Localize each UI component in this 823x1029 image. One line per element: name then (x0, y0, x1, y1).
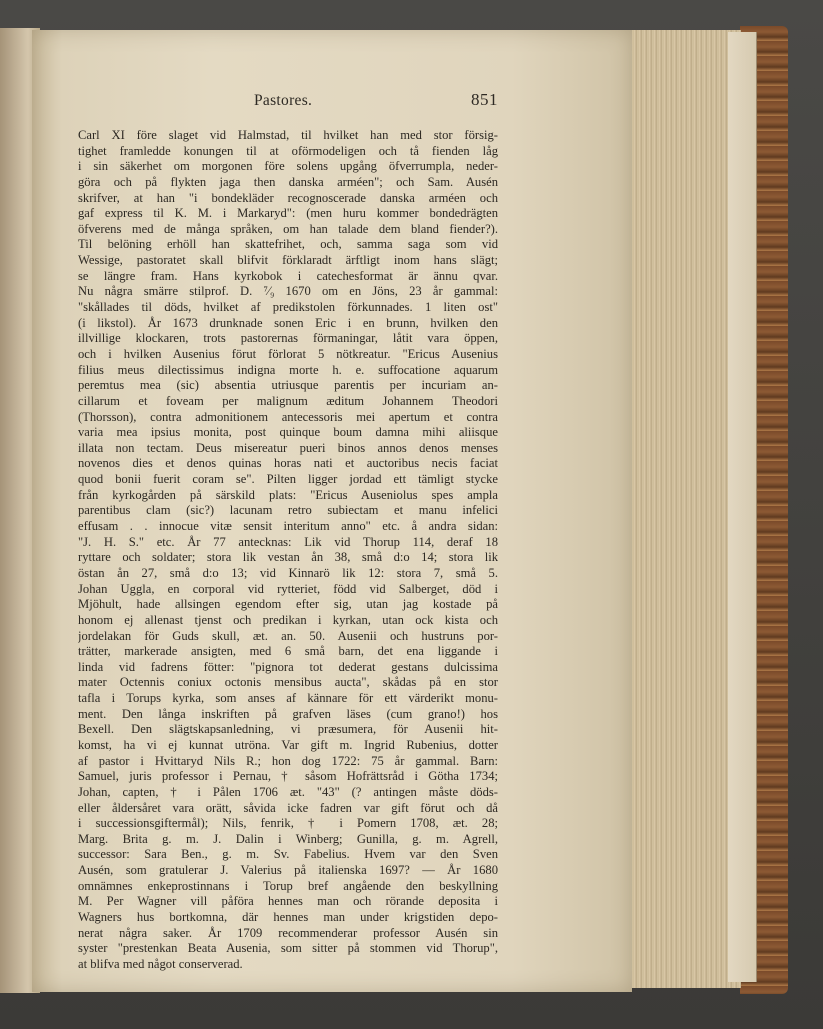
text-line: Ausén, som gratulerar J. Valerius på italienska 1697? — År 1680 (78, 863, 498, 878)
text-line: syster "prestenkan Beata Ausenia, som sitter på stommen vid Thorup", (78, 941, 498, 956)
text-line: successor: Sara Ben., g. m. Sv. Fabelius. Hvem var den Sven (78, 847, 498, 862)
text-line: Wessige, pastoratet skall blifvit förklaradt ärftligt inom hans slägt; (78, 253, 498, 268)
text-line: göra och på flykten jaga then danska arméen"; och Sam. Ausén (78, 174, 498, 189)
text-line: tighet framledde konungen til at oförmodeligen och tå fienden låg (78, 143, 498, 158)
text-line: Johan Uggla, en corporal vid rytteriet, född vid Salberget, död i (78, 581, 498, 596)
text-line: parentibus clam (sic?) lacunam retro subiectam et manu infelici (78, 503, 498, 518)
text-line: filius meus dilectissimus indigna morte h. e. suffocatione aquarum (78, 362, 498, 377)
text-line: Marg. Brita g. m. J. Dalin i Winberg; Gunilla, g. m. Agrell, (78, 831, 498, 846)
page-stack (622, 30, 741, 988)
text-line: at blifva med något conserverad. (78, 956, 243, 971)
text-line: trätter, markerade ansigten, med 6 små barn, det ena liggande i (78, 644, 498, 659)
text-line: öfverens med de många språken, om han talade dem bland fiender?). (78, 221, 498, 236)
text-line: gaf express til K. M. i Markaryd": (men huru kommer bondedrägten (78, 206, 498, 221)
text-line: skrifver, at han "i bondekläder recognoscerade danska arméen och (78, 190, 498, 205)
text-line: östan ån 27, små d:o 13; vid Kinnarö lik 12: stora 7, små 5. (78, 565, 498, 580)
text-line: tafla i Torups kyrka, som anses af kännare för ett värderikt monu- (78, 691, 498, 706)
text-line: illata non tectam. Deus misereatur pueri binos annos denos menses (78, 440, 498, 455)
text-line: varia mea ipsius monita, post quinque boum damna mihi aliisque (78, 425, 498, 440)
page-stack-right (728, 32, 757, 982)
text-line: illvillige klockaren, trots pastorernas förmaningar, låtit vara öppen, (78, 331, 498, 346)
text-line: af pastor i Hvittaryd Nils R.; hon dog 1722: 75 år gammal. Barn: (78, 753, 498, 768)
text-line: Johan, capten, † i Pålen 1706 æt. "43" (? antingen måste döds- (78, 784, 498, 799)
text-line: ryttare och soldater; stora lik vestan ån 38, små d:o 14; stora lik (78, 550, 498, 565)
text-line: i sin säkerhet om morgonen före solens upgång öfverrumpla, neder- (78, 159, 498, 174)
text-line: Nu några smärre stilprof. D. ⁷⁄₉ 1670 om en Jöns, 23 år gammal: (78, 284, 498, 299)
text-line: mater Octennis coniux octonis mensibus aucta", skådas på en stor (78, 675, 498, 690)
text-line: eller åldersåret vara orätt, såvida icke fadren var gift förut och då (78, 800, 498, 815)
text-line: quod bonii fuerit coram se". Pilten ligger jordad ett tämligt stycke (78, 472, 498, 487)
text-line: "J. H. S." etc. År 77 antecknas: Lik vid Thorup 114, deraf 18 (78, 534, 498, 549)
text-line: jordelakan för Guds skull, æt. an. 50. Ausenii och hustruns por- (78, 628, 498, 643)
text-line: (Thorsson), contra admonitionem antecessoris mei apertum et contra (78, 409, 498, 424)
text-line: novenos dies et denos quinas horas nati et auctoribus necis faciat (78, 456, 498, 471)
text-line: Carl XI före slaget vid Halmstad, til hvilket han med stor försig- (78, 128, 498, 142)
text-line: honom ej allenast tjenst och predikan i kyrkan, utan ock kista och (78, 612, 498, 627)
text-line: nerat några saker. År 1709 recommenderar professor Ausén sin (78, 925, 498, 940)
text-line: effusam . . innocue vitæ sensit interitum anno" etc. å andra sidan: (78, 519, 498, 534)
text-line: "skållades til döds, hvilket af predikstolen förkunnades. 1 liten ost" (78, 300, 498, 315)
text-line: ment. Den långa inskriften på grafven läses (cum grano!) hos (78, 706, 498, 721)
page-header (78, 90, 498, 114)
text-line: i successionsgiftermål); Nils, fenrik, † i Pomern 1708, æt. 28; (78, 816, 498, 831)
text-line: omnämnes enkeprostinnans i Torup bref angående den beskyllning (78, 878, 498, 893)
text-line: (i likstol). År 1673 drunknade sonen Eric i en brunn, hvilken den (78, 315, 498, 330)
text-line: cillarum et foveam per malignum æditum Johannem Theodori (78, 393, 498, 408)
text-line: Bexell. Den slägtskapsanledning, vi præsumera, för Ausenii hit- (78, 722, 498, 737)
page-number: 851 (471, 90, 498, 109)
text-line: Samuel, juris professor i Pernau, † såsom Hofrättsråd i Götha 1734; (78, 769, 498, 784)
text-line: och i hvilken Ausenius förut förlorat 5 nötkreatur. "Ericus Ausenius (78, 346, 498, 361)
text-line: Mjöhult, hade allsingen egendom efter sig, utan jag kostade på (78, 597, 498, 612)
text-line: Til belöning erhöll han skattefrihet, och, samma saga som vid (78, 237, 498, 252)
running-title: Pastores. (254, 92, 313, 109)
text-line: komst, ha vi ej kunnat utröna. Var gift m. Ingrid Rubenius, dotter (78, 737, 498, 752)
text-line: se längre fram. Hans kyrkobok i catechesformat är ännu qvar. (78, 268, 498, 283)
body-text (78, 128, 498, 973)
text-line: Wagners hus bortkomna, där hennes man under krigstiden depo- (78, 910, 498, 925)
text-line: från kyrkogården på särskild plats: "Ericus Auseniolus spes ampla (78, 487, 498, 502)
text-line: linda vid fadrens fötter: "pignora tot dederat gestans dulcissima (78, 659, 498, 674)
text-line: peremtus mea (sic) absentia utriusque parentis per incuriam an- (78, 378, 498, 393)
text-line: M. Per Wagner vill påföra hennes man och rörande deposita i (78, 894, 498, 909)
